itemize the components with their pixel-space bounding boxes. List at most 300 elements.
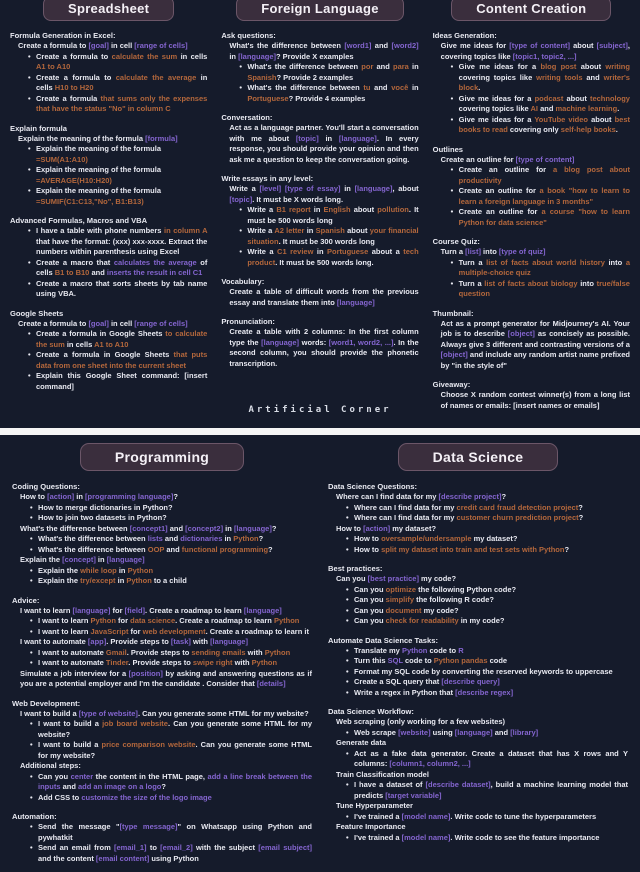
group-heading: Course Quiz: xyxy=(432,237,480,246)
placeholder-text: R xyxy=(458,645,464,655)
prompt-line xyxy=(336,801,628,812)
group-heading: Thumbnail: xyxy=(432,308,474,318)
prompt-text xyxy=(38,658,312,669)
plain-text: Create a formula to xyxy=(36,72,116,82)
prompt-line xyxy=(20,709,312,720)
prompt-text xyxy=(441,319,630,372)
prompt-line xyxy=(229,41,418,62)
bullet-item xyxy=(239,226,418,247)
plain-text: about a xyxy=(368,247,404,256)
plain-text: Create a formula to xyxy=(18,41,89,50)
bullet-icon: • xyxy=(346,727,349,737)
plain-text: code to xyxy=(427,645,459,655)
plain-text: ? xyxy=(258,534,264,543)
plain-text: . It must be X words long. xyxy=(252,194,344,204)
plain-text: Can you xyxy=(354,584,386,594)
bullet-item xyxy=(346,677,628,688)
plain-text: I want to automate xyxy=(38,658,106,667)
bullet-icon: • xyxy=(30,771,33,781)
plain-text: Create a table of difficult words from the previous essay and translate them into xyxy=(229,287,419,307)
placeholder-text: [email content] xyxy=(95,853,150,863)
example-text: Python xyxy=(90,616,116,625)
plain-text: and xyxy=(167,523,186,533)
plain-text: How to join two datasets in Python? xyxy=(38,513,167,522)
placeholder-text: [level] [type of essay] xyxy=(259,184,341,193)
example-text: English xyxy=(323,205,351,214)
prompt-text xyxy=(38,793,312,804)
group-heading: Outlines xyxy=(432,144,464,154)
example-text: Spanish xyxy=(247,72,277,82)
prompt-text xyxy=(459,165,630,186)
plain-text: I want to learn xyxy=(38,626,91,636)
group-heading: Advanced Formulas, Macros and VBA xyxy=(10,216,148,225)
prompt-line xyxy=(441,41,630,62)
bullet-item xyxy=(28,52,207,73)
bullet-icon: • xyxy=(450,186,454,195)
bullet-icon: • xyxy=(30,647,33,657)
group-heading: Data Science Questions: xyxy=(328,482,418,491)
bullet-icon: • xyxy=(346,645,349,655)
bullet-icon: • xyxy=(30,822,33,831)
plain-text: into xyxy=(480,247,499,256)
group-heading: Giveaway: xyxy=(432,380,471,389)
group-heading: Web Development: xyxy=(12,698,81,708)
section-title-pill: Programming xyxy=(80,443,244,471)
prompt-text xyxy=(354,728,628,739)
plain-text: ? xyxy=(501,492,507,501)
example-text: in column A xyxy=(164,226,208,235)
example-text: JavaScript xyxy=(90,626,129,636)
plain-text: What's the difference between xyxy=(20,523,130,533)
example-text: that puts data from one sheet into the current sheet xyxy=(36,350,208,370)
plain-text: and the content xyxy=(38,853,96,863)
bullet-item xyxy=(239,83,418,104)
placeholder-text: [email subject] xyxy=(258,843,312,852)
plain-text: What's the difference between xyxy=(247,62,362,71)
prompt-text xyxy=(354,585,628,596)
bullet-item xyxy=(346,646,628,657)
plain-text: Explain the meaning of the formula xyxy=(36,165,162,174)
example-text: Python pandas xyxy=(433,656,488,665)
prompt-text xyxy=(354,595,628,606)
prompt-text xyxy=(247,83,418,104)
example-text: swipe right xyxy=(192,658,233,667)
plain-text: using xyxy=(430,727,455,737)
bullet-icon: • xyxy=(346,616,349,625)
plain-text: ? Provide 2 examples xyxy=(276,72,354,82)
example-text: web development xyxy=(142,626,206,636)
prompt-text xyxy=(38,648,312,659)
placeholder-text: [goal] xyxy=(88,318,109,328)
plain-text: and xyxy=(162,534,181,543)
plain-text: in xyxy=(408,83,419,92)
bullet-icon: • xyxy=(28,257,31,267)
placeholder-text: center xyxy=(70,771,94,781)
placeholder-text: [language] xyxy=(106,555,145,564)
placeholder-text: inserts the result in cell C1 xyxy=(106,268,203,277)
bullet-icon: • xyxy=(346,595,349,604)
bullet-item xyxy=(30,513,312,524)
bullet-icon: • xyxy=(346,677,349,686)
plain-text: Where can I find data for my xyxy=(336,492,439,501)
placeholder-text: [describe query] xyxy=(441,677,500,686)
bullet-icon: • xyxy=(450,165,454,174)
bullet-item xyxy=(28,73,207,94)
bullet-item xyxy=(28,350,207,371)
plain-text: How to xyxy=(336,523,364,533)
example-text: true/false question xyxy=(458,278,630,298)
bullet-icon: • xyxy=(30,544,33,554)
bullet-item xyxy=(451,62,630,94)
prompt-text xyxy=(354,616,628,627)
example-text: H10 to H20 xyxy=(54,83,94,92)
placeholder-text: [language] xyxy=(354,184,393,193)
bullet-item xyxy=(451,207,630,228)
bullet-icon: • xyxy=(30,843,33,852)
prompt-text xyxy=(336,770,628,781)
section-title-pill: Data Science xyxy=(398,443,559,471)
placeholder-text: [goal] xyxy=(88,41,109,50)
prompt-text xyxy=(38,740,312,761)
placeholder-text: [type of content] xyxy=(509,41,571,50)
bullet-item xyxy=(28,258,207,279)
plain-text: my code? xyxy=(418,574,457,583)
prompt-group xyxy=(221,173,418,268)
plain-text: Create an outline for xyxy=(458,186,540,195)
placeholder-text: [email_1] xyxy=(114,843,147,852)
group-heading: Best practices: xyxy=(328,564,383,573)
prompt-text xyxy=(229,327,418,369)
plain-text: about xyxy=(350,205,378,214)
bullet-item xyxy=(30,576,312,587)
placeholder-text: calculates the average xyxy=(113,257,197,267)
plain-text: in xyxy=(74,492,86,501)
prompt-line xyxy=(229,327,418,369)
prompt-text xyxy=(38,772,312,793)
example-text: optimize xyxy=(385,584,417,594)
placeholder-text: [column1, column2, ...] xyxy=(389,759,471,768)
example-text: Portuguese xyxy=(327,247,369,256)
example-text: =SUM(A1:A10) xyxy=(36,154,88,164)
prompt-group xyxy=(433,379,630,411)
prompt-line xyxy=(336,524,628,535)
section-header xyxy=(221,0,418,21)
plain-text: and xyxy=(538,104,556,113)
plain-text: Write a xyxy=(247,226,275,235)
placeholder-text: [language] xyxy=(338,133,377,143)
bullet-item xyxy=(30,793,312,804)
bullet-item xyxy=(451,165,630,186)
prompt-text xyxy=(36,279,207,300)
prompt-text xyxy=(354,503,628,514)
example-text: a book "how to learn to learn a foreign language in 3 months" xyxy=(458,186,630,206)
plain-text: covering topics like xyxy=(458,72,537,82)
plain-text: I want to learn xyxy=(20,605,73,615)
plain-text: code to xyxy=(402,656,434,665)
prompt-text xyxy=(441,41,630,62)
example-text: AI xyxy=(530,104,538,113)
example-text: writing xyxy=(605,62,630,71)
prompt-group xyxy=(10,30,207,115)
prompt-text xyxy=(354,812,628,823)
plain-text: ? xyxy=(578,502,583,512)
bullet-item xyxy=(346,812,628,823)
bullet-icon: • xyxy=(346,544,349,554)
example-text: simplify xyxy=(385,595,415,604)
plain-text: Give me ideas for a xyxy=(458,93,535,103)
prompt-line xyxy=(229,184,418,205)
prompt-line xyxy=(336,770,628,781)
example-text: a blog post about productivity xyxy=(458,165,630,185)
plain-text: Add CSS to xyxy=(38,792,82,802)
example-text: customer churn prediction project xyxy=(456,513,579,522)
plain-text: my code? xyxy=(421,605,459,615)
plain-text: in cells xyxy=(177,51,208,61)
plain-text: . In every response, you should provide your opinion and then ask me a question to keep the conversation going. xyxy=(229,133,419,164)
prompt-text xyxy=(247,62,418,83)
plain-text: for xyxy=(115,616,131,625)
prompt-line xyxy=(229,287,418,308)
plain-text: ? xyxy=(578,513,584,522)
example-text: a multiple-choice quiz xyxy=(458,257,630,277)
plain-text: I have a dataset of xyxy=(354,780,426,789)
placeholder-text: [details] xyxy=(256,679,286,688)
plain-text: Write a xyxy=(247,205,277,214)
bullet-icon: • xyxy=(30,740,33,749)
plain-text: Act as a fake data generator. Create a dataset that has X rows and Y columns: xyxy=(354,748,628,768)
plain-text: for xyxy=(110,605,125,615)
placeholder-text: [word2] xyxy=(391,41,419,50)
prompt-text xyxy=(38,719,312,740)
bullet-item xyxy=(239,62,418,83)
plain-text: Give me ideas for a xyxy=(458,62,541,71)
bullet-icon: • xyxy=(346,780,349,789)
example-text: B1 to B10 xyxy=(54,268,90,277)
plain-text: Explain the xyxy=(38,576,81,585)
plain-text: Format my SQL code by converting the reserved keywords to uppercase xyxy=(354,666,613,676)
placeholder-text: [task] xyxy=(170,637,191,646)
bullet-icon: • xyxy=(28,350,31,359)
plain-text: and xyxy=(492,727,511,737)
group-heading: Coding Questions: xyxy=(12,482,80,491)
prompt-text xyxy=(229,287,418,308)
example-text: while loop xyxy=(80,565,117,575)
bullet-icon: • xyxy=(30,565,33,575)
prompt-line xyxy=(20,555,312,566)
bullet-icon: • xyxy=(239,83,242,92)
plain-text: Turn a xyxy=(440,247,466,256)
plain-text: Create a formula to xyxy=(18,318,89,328)
plain-text: into xyxy=(604,257,626,267)
placeholder-text: [email_2] xyxy=(160,843,193,852)
placeholder-text: [type of quiz] xyxy=(498,247,546,256)
plain-text: Feature Importance xyxy=(336,822,406,831)
plain-text: the content in the HTML page, xyxy=(93,771,208,781)
plain-text: ? xyxy=(564,544,570,554)
prompt-text xyxy=(18,134,207,145)
plain-text: , about xyxy=(392,184,419,193)
bullet-item xyxy=(30,658,312,669)
placeholder-text: [language] xyxy=(243,605,282,615)
plain-text: Turn a xyxy=(458,257,487,267)
plain-text: the following Python code? xyxy=(416,584,517,594)
example-text: Portuguese xyxy=(247,93,289,103)
prompt-group xyxy=(433,30,630,136)
bullet-item xyxy=(346,833,628,844)
bullet-icon: • xyxy=(30,616,33,625)
prompt-group xyxy=(433,236,630,300)
bullet-icon: • xyxy=(346,687,349,697)
example-text: tu xyxy=(363,83,371,92)
prompt-text xyxy=(38,843,312,864)
plain-text: ? Provide 4 examples xyxy=(288,93,366,103)
section-divider xyxy=(0,428,640,435)
prompt-text xyxy=(38,545,312,556)
prompt-line xyxy=(441,319,630,372)
bullet-icon: • xyxy=(346,666,349,676)
example-text: tech product xyxy=(247,247,419,267)
plain-text: Explain the meaning of the formula xyxy=(36,144,162,153)
bullet-item xyxy=(28,226,207,258)
prompt-text xyxy=(336,738,628,749)
prompt-text xyxy=(354,545,628,556)
plain-text: about xyxy=(344,226,370,235)
bullet-icon: • xyxy=(30,576,33,585)
prompt-group xyxy=(328,563,628,627)
placeholder-text: [app] xyxy=(87,637,107,646)
placeholder-text: [describe project] xyxy=(438,492,502,501)
bullet-icon: • xyxy=(346,502,349,512)
prompt-text xyxy=(354,749,628,770)
example-text: Python xyxy=(233,534,259,543)
prompt-text xyxy=(18,319,207,330)
plain-text: in cells xyxy=(36,72,208,92)
bullet-icon: • xyxy=(239,205,242,214)
plain-text: by asking and answering questions as if you are a potential employer and I'm the candidate . Consider that xyxy=(20,668,312,688)
prompt-text xyxy=(20,524,312,535)
group-heading: Formula Generation in Excel: xyxy=(10,31,116,40)
placeholder-text: [topic] xyxy=(229,194,253,204)
prompt-group xyxy=(12,481,312,587)
placeholder-text: [model name] xyxy=(401,811,451,821)
prompt-group xyxy=(221,276,418,308)
section-foreign-language xyxy=(221,0,418,388)
plain-text: , build a machine learning model that predicts xyxy=(354,780,629,800)
example-text: functional programming xyxy=(181,544,269,554)
prompt-text xyxy=(354,646,628,657)
example-text: pollution xyxy=(377,205,409,214)
plain-text: about xyxy=(570,41,597,50)
plain-text: . Create a roadmap to learn it xyxy=(205,626,309,636)
prompt-text xyxy=(247,205,418,226)
bullet-item xyxy=(30,566,312,577)
placeholder-text: [action] xyxy=(47,492,75,501)
bullet-item xyxy=(346,534,628,545)
bullet-icon: • xyxy=(28,226,31,235)
prompt-text xyxy=(354,780,628,801)
plain-text: . xyxy=(478,83,481,92)
plain-text: in xyxy=(115,576,127,585)
plain-text: . Create a roadmap to learn xyxy=(175,616,274,625)
section-header xyxy=(10,0,207,21)
bullet-item xyxy=(346,606,628,617)
section-programming xyxy=(12,443,312,872)
prompt-text xyxy=(20,669,312,690)
prompt-text xyxy=(38,534,312,545)
section-header xyxy=(328,443,628,471)
example-text: list of facts about world history xyxy=(486,257,605,267)
plain-text: Tune Hyperparameter xyxy=(336,801,413,810)
bullet-icon: • xyxy=(28,93,31,103)
plain-text: Turn a xyxy=(458,278,485,288)
bullet-item xyxy=(346,749,628,770)
bullet-item xyxy=(30,503,312,514)
plain-text: Choose X random contest winner(s) from a long list of names or emails: [insert names or emails] xyxy=(440,390,630,410)
plain-text: and xyxy=(373,62,393,71)
plain-text: I want to build a xyxy=(38,740,102,749)
prompt-group xyxy=(328,706,628,843)
plain-text: . Write code to tune the hyperparameters xyxy=(450,811,597,821)
bullet-icon: • xyxy=(346,534,349,543)
prompt-text xyxy=(459,186,630,207)
plain-text: How to merge dictionaries in Python? xyxy=(38,502,173,512)
bullet-icon: • xyxy=(30,534,33,543)
example-text: job board website xyxy=(102,719,168,728)
plain-text: ? xyxy=(161,782,166,791)
plain-text: Give me ideas for xyxy=(440,41,510,50)
plain-text: in xyxy=(318,133,339,143)
example-text: writer's block xyxy=(458,72,630,92)
bullet-item xyxy=(28,144,207,165)
plain-text: , covering topics like xyxy=(440,41,630,61)
plain-text: Explain this Google Sheet command: [insert command] xyxy=(36,371,208,391)
plain-text: Act as a prompt generator for Midjourney's AI. Your job is to describe xyxy=(440,318,630,338)
section-header xyxy=(433,0,630,21)
prompt-text xyxy=(336,717,628,728)
prompt-line xyxy=(441,390,630,411)
plain-text: Create an outline for xyxy=(458,207,542,216)
placeholder-text: [object] xyxy=(507,329,535,338)
example-text: your financial situation xyxy=(247,226,419,246)
prompt-text xyxy=(36,258,207,279)
bullet-item xyxy=(451,186,630,207)
plain-text: Web scraping (only working for a few websites) xyxy=(336,717,506,726)
plain-text: Can you xyxy=(354,605,386,615)
plain-text: in xyxy=(408,62,419,71)
prompt-text xyxy=(38,503,312,514)
bullet-icon: • xyxy=(30,792,33,802)
plain-text: into xyxy=(577,278,597,288)
plain-text: to xyxy=(146,843,161,852)
placeholder-text: [range of cells] xyxy=(134,318,188,328)
group-heading: Automate Data Science Tasks: xyxy=(328,635,439,645)
plain-text: and xyxy=(89,268,107,277)
prompt-text xyxy=(336,524,628,535)
plain-text: Create a table with 2 columns: In the first column type the xyxy=(229,327,419,347)
plain-text: I want to automate xyxy=(38,647,106,657)
prompt-text xyxy=(36,371,207,392)
group-heading: Data Science Workflow: xyxy=(328,707,414,716)
plain-text: with xyxy=(232,658,252,667)
prompt-text xyxy=(36,73,207,94)
plain-text: What's the difference between xyxy=(38,534,148,543)
plain-text: Write a xyxy=(247,247,278,256)
example-text: machine learning xyxy=(555,104,618,113)
placeholder-text: [language] xyxy=(454,727,493,737)
placeholder-text: [subject] xyxy=(596,41,628,50)
plain-text: . Can you generate some HTML for my website? xyxy=(137,708,309,718)
prompt-line xyxy=(20,669,312,690)
